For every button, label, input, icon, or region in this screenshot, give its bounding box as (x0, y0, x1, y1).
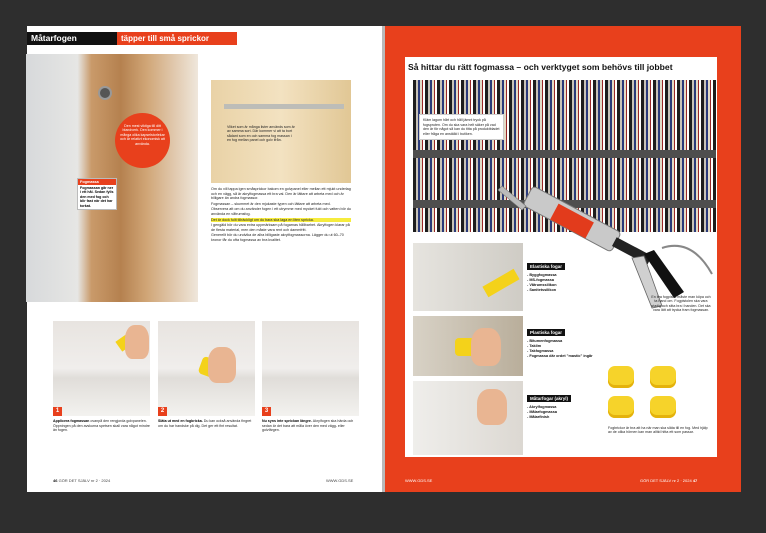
category-item: - Målarfinish (527, 415, 550, 419)
sponge-caption: Fogbrickor är bra att ha när man ska släta till en fog. Med hjälp av de olika hörnen kan man alltid hitta ett som passar. (608, 426, 708, 435)
wall-caption: Vilket som är många lister används som är av samma sort. Där kommer vi att ta bort sådant som en och samma fog massan i en fog mellan panel och golv ifrån. (227, 125, 295, 143)
folio-left (53, 478, 110, 483)
shelf-caption: Kläm lagom hårt och håll jämnt tryck på fogspruten. Om du ska vara helt säker på vad den är för något så kan du titta på produktbladet eller fråga en anställd i butiken. (419, 114, 504, 140)
callout-circle: Den mest viktiga till ditt blandverk. Den kommer i många olika kapselstorlekar och är relativt ekonomisk att använda. (115, 113, 170, 168)
category-item: - Bitumenfogmassa (527, 339, 563, 343)
body-highlight: Det är dock fullt tillräckligt om du bara ska laga en liten spricka. (211, 218, 351, 223)
category-list (527, 405, 557, 420)
category-item: - Fogmassa där ordet "mastic" ingår (527, 354, 593, 358)
category-item: - Våtrumssilikon (527, 283, 557, 287)
category-title: Måtarfogar (akryl) (527, 395, 571, 402)
step-caption-2 (158, 419, 255, 428)
category-list (527, 339, 597, 359)
photo-acrylic (413, 381, 523, 455)
photo-plastic (413, 316, 523, 376)
step-caption-3 (262, 419, 359, 433)
body-paragraph: Observera att om du använder fogen i ett utrymme med mycket fukt och vatten bör du använda en våtrumsfog. (211, 207, 351, 216)
magazine-name: GÖR DET SJÄLV (640, 478, 672, 483)
step-number: 3 (262, 407, 271, 416)
step-caption-bold: Applicera fogmassan (53, 419, 90, 423)
fog-tool-sponge (650, 366, 676, 388)
step-number: 2 (158, 407, 167, 416)
wall-rail-shape (224, 104, 344, 109)
fog-tool-sponge (650, 396, 676, 418)
fog-tool-sponge (608, 396, 634, 418)
category-item: - MS-fogmassa (527, 278, 555, 282)
page-number: 47 (692, 478, 698, 483)
hand-shape (477, 389, 507, 425)
body-paragraph: I gengäld bör du vara extra uppmärksam på fogarnas hållbarhet. Akrylfogen klarar på de flesta material, men den måste vara rent och dammfritt. (211, 223, 350, 232)
step-caption-bold: Släta ut med en fogbricka. (158, 419, 203, 423)
shelf-band (413, 150, 716, 158)
step-caption-bold: Nu syns inte sprickan längre. (262, 419, 312, 423)
issue-label: nr 2 · 2024 (672, 478, 692, 483)
step-photo-3 (262, 321, 359, 416)
page-title: Så hittar du rätt fogmassa – och verktyget som behövs till jobbet (408, 62, 673, 72)
magazine-name: GÖR DET SJÄLV (58, 478, 90, 483)
body-paragraph: Fogmassan – skummet är den mjukaste typen och lättare att arbeta med. (211, 201, 331, 206)
step-caption-text: Du kan också använda fingret om du har handske på dig. Det ger ett fint resultat. (158, 419, 252, 428)
fog-tool-sponge (608, 366, 634, 388)
category-title: Elastiska fogar (527, 263, 565, 270)
gun-caption: En bra fogpistol måste man köpa och ta hand om. Fogpistolen ska vara stadig och sitta bra i handen. Det ska vara lätt att trycka fram fogmassan. (651, 295, 711, 313)
hand-shape (471, 328, 501, 366)
section-header: Måtarfogen (27, 32, 117, 45)
step-number: 1 (53, 407, 62, 416)
body-paragraph: Om du vill tappa igen småsprickor bakom en golvpanel eller mellan ett mjukt underlag och en vägg, så är akrylfogmassa ett bra val. Den är lättare att arbeta med och är billigare än andra fogmassor. (211, 187, 351, 201)
folio-left-url: WWW.GDS.SE (326, 478, 354, 483)
section-subheader: täpper till små sprickor (117, 32, 237, 45)
hand-shape (208, 347, 236, 383)
step-caption-1 (53, 419, 150, 433)
category-title: Plastiska fogar (527, 329, 565, 336)
fogmassa-label (77, 178, 117, 210)
hand-shape (125, 325, 149, 359)
article-body (211, 187, 351, 244)
category-item: - Sanitetssilikon (527, 288, 557, 292)
step-caption-text: Akrylfogen ska härda och sedan är det bara att måla över den med vägg- eller golvfärgen. (262, 419, 354, 433)
step-photo-2 (158, 321, 255, 416)
category-item: - Akrylfogmassa (527, 405, 557, 409)
label-text: Fogmassan går ner i ett hål. Sedan fylls den med fog och blir fast när det har torkat. (80, 186, 114, 208)
screw-hole-icon (98, 86, 112, 100)
category-item: - Takfogmassa (527, 349, 554, 353)
category-item: - Byggfogmassa (527, 273, 557, 277)
step-photo-1 (53, 321, 150, 416)
category-item: - Taklim (527, 344, 542, 348)
label-tag: Fogmassa (78, 179, 116, 185)
issue-label: nr 2 · 2024 (90, 478, 111, 483)
step-caption-text: ovanpå den rengjorda golvpanelen. Öppningen på den avskurna spetsen skall vara något mindre än fogen. (53, 419, 150, 433)
category-item: - Målarfogmassa (527, 410, 557, 414)
page-number: 46 (53, 478, 58, 483)
folio-right-url: WWW.GDS.SE (405, 478, 433, 483)
body-paragraph: Generellt bör du undvika de allra billigaste akrylfogmassorna. Lägger du ut 60–70 kronor får du ofta fogmassa av bra kvalitet. (211, 233, 344, 242)
folio-right (640, 478, 697, 483)
